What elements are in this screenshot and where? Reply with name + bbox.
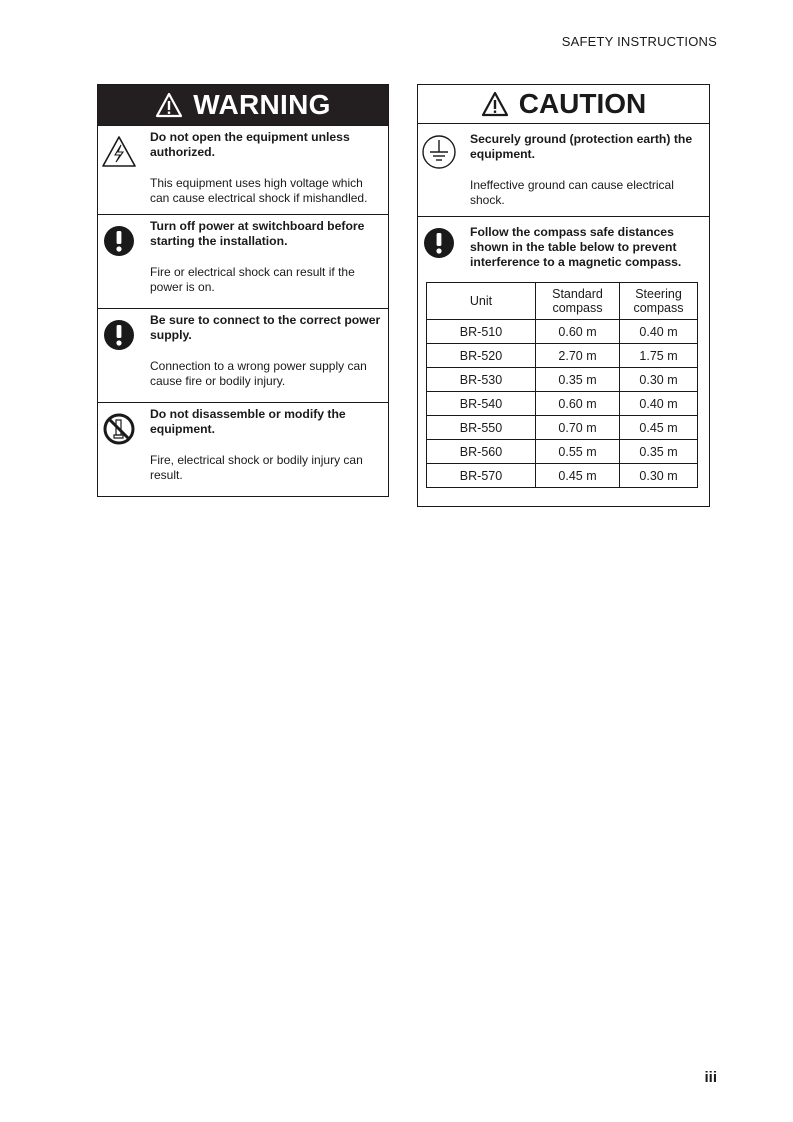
warning-description: Fire or electrical shock can result if the power is on. xyxy=(150,265,355,294)
table-row xyxy=(427,368,698,392)
warning-description: Connection to a wrong power supply can cause fire or bodily injury. xyxy=(150,359,367,388)
caution-title: Securely ground (protection earth) the equipment. xyxy=(470,132,693,161)
warning-title: Do not open the equipment unless authorized. xyxy=(150,130,350,159)
table-cell: BR-560 xyxy=(427,440,536,464)
caution-panel xyxy=(417,84,710,507)
warning-section xyxy=(98,402,388,497)
caution-heading-text: CAUTION xyxy=(518,88,647,119)
warning-title: Do not disassemble or modify the equipment. xyxy=(150,407,346,436)
warning-triangle-icon xyxy=(155,92,183,118)
table-row xyxy=(427,440,698,464)
caution-section xyxy=(418,124,709,216)
table-cell: 0.35 m xyxy=(620,440,698,464)
table-header-row xyxy=(427,283,698,320)
table-cell: BR-550 xyxy=(427,416,536,440)
table-row xyxy=(427,416,698,440)
table-row xyxy=(427,464,698,488)
table-cell: 0.45 m xyxy=(536,464,620,488)
table-cell: BR-540 xyxy=(427,392,536,416)
mandatory-action-icon xyxy=(421,225,454,261)
table-cell: 1.75 m xyxy=(620,344,698,368)
table-header-cell: Standard compass xyxy=(536,283,620,320)
warning-description: This equipment uses high voltage which can cause electrical shock if mishandled. xyxy=(150,176,368,205)
compass-distance-table xyxy=(426,282,698,488)
caution-title: Follow the compass safe distances shown in the table below to prevent interference to a magnetic compass. xyxy=(470,225,682,269)
table-cell: 0.60 m xyxy=(536,392,620,416)
table-header-cell: Steering compass xyxy=(620,283,698,320)
table-row xyxy=(427,392,698,416)
page-number: iii xyxy=(704,1069,717,1086)
no-disassembly-icon xyxy=(101,411,134,447)
table-cell: BR-510 xyxy=(427,320,536,344)
warning-heading xyxy=(98,85,388,125)
warning-description: Fire, electrical shock or bodily injury can result. xyxy=(150,453,363,482)
table-cell: 0.30 m xyxy=(620,464,698,488)
warning-title: Be sure to connect to the correct power supply. xyxy=(150,313,381,342)
warning-section xyxy=(98,214,388,308)
caution-description: Ineffective ground can cause electrical shock. xyxy=(470,178,674,207)
table-row xyxy=(427,344,698,368)
table-cell: 2.70 m xyxy=(536,344,620,368)
warning-section xyxy=(98,308,388,402)
warning-title: Turn off power at switchboard before starting the installation. xyxy=(150,219,365,248)
caution-heading xyxy=(418,85,709,124)
warning-section xyxy=(98,125,388,214)
table-cell: 0.35 m xyxy=(536,368,620,392)
electric-shock-icon xyxy=(101,134,134,170)
warning-panel xyxy=(97,84,389,497)
mandatory-action-icon xyxy=(101,317,134,353)
table-cell: 0.55 m xyxy=(536,440,620,464)
warning-heading-text: WARNING xyxy=(193,89,331,120)
table-cell: 0.30 m xyxy=(620,368,698,392)
table-row xyxy=(427,320,698,344)
table-cell: 0.40 m xyxy=(620,320,698,344)
table-cell: BR-530 xyxy=(427,368,536,392)
protective-earth-icon xyxy=(421,134,454,170)
page-header-title: SAFETY INSTRUCTIONS xyxy=(561,34,717,49)
mandatory-action-icon xyxy=(101,223,134,259)
table-cell: BR-520 xyxy=(427,344,536,368)
table-cell: 0.45 m xyxy=(620,416,698,440)
table-cell: BR-570 xyxy=(427,464,536,488)
table-cell: 0.40 m xyxy=(620,392,698,416)
caution-section xyxy=(418,216,709,507)
table-cell: 0.70 m xyxy=(536,416,620,440)
caution-triangle-icon xyxy=(481,91,509,117)
table-cell: 0.60 m xyxy=(536,320,620,344)
table-header-cell: Unit xyxy=(427,283,536,320)
